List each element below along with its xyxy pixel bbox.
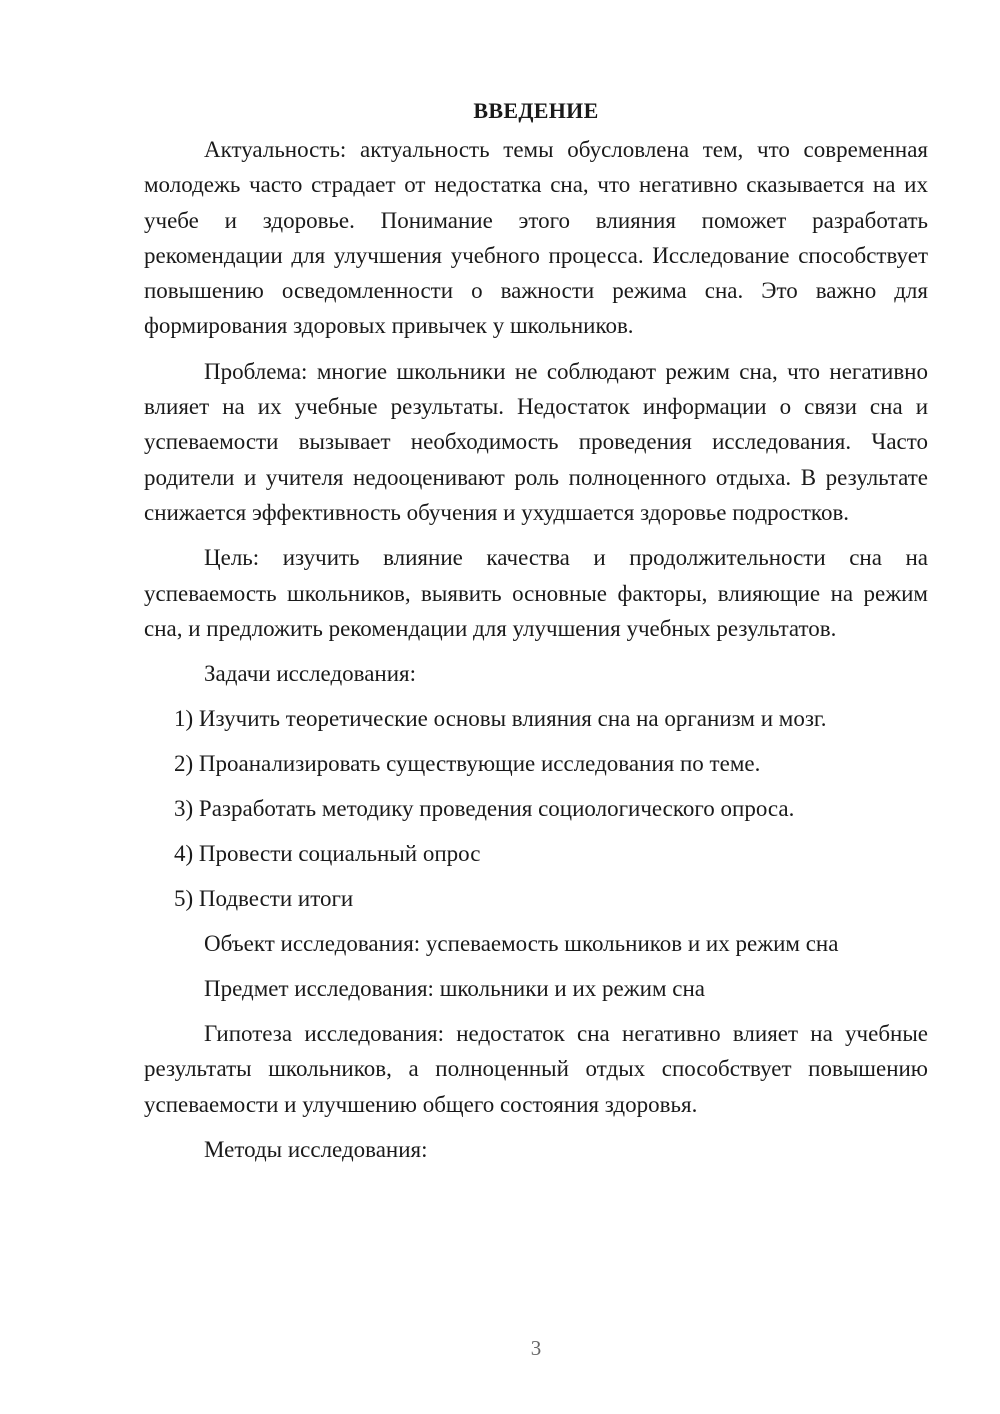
tasks-title: Задачи исследования: [204,661,417,687]
hypothesis-paragraph: Гипотеза исследования: недостаток сна негативно влияет на учебные результаты школьников, а полноценный отдых способствует повышению успеваемости и улучшению общего состояния здоровья. [144,1021,928,1117]
research-subject: Предмет исследования: школьники и их режим сна [204,976,705,1002]
research-object: Объект исследования: успеваемость школьников и их режим сна [204,931,839,957]
task-item: 5) Подвести итоги [174,886,354,912]
actuality-paragraph: Актуальность: актуальность темы обусловлена тем, что современная молодежь часто страдает от недостатка сна, что негативно сказывается на их учебе и здоровье. Понимание этого влияния поможет разработать рекомендации для улучшения учебного процесса. Исследование способствует повышению осведомленности о важности режима сна. Это важно для формирования здоровых привычек у школьников. [144,137,928,339]
task-item: 4) Провести социальный опрос [174,841,481,867]
page-content [144,94,928,1177]
page-number: 3 [530,1336,542,1360]
problem-paragraph: Проблема: многие школьники не соблюдают режим сна, что негативно влияет на их учебные результаты. Недостаток информации о связи сна и успеваемости вызывает необходимость проведения исследования. Часто родители и учителя недооценивают роль полноценного отдыха. В результате снижается эффективность обучения и ухудшается здоровье подростков. [144,358,928,525]
tasks-list [144,701,928,916]
methods-title: Методы исследования: [204,1137,428,1163]
goal-paragraph: Цель: изучить влияние качества и продолжительности сна на успеваемость школьников, выявить основные факторы, влияющие на режим сна, и предложить рекомендации для улучшения учебных результатов. [144,545,928,641]
task-item: 1) Изучить теоретические основы влияния сна на организм и мозг. [174,706,827,732]
section-heading: ВВЕДЕНИЕ [473,98,599,123]
task-item: 3) Разработать методику проведения социологического опроса. [174,796,795,822]
task-item: 2) Проанализировать существующие исследования по теме. [174,751,761,777]
